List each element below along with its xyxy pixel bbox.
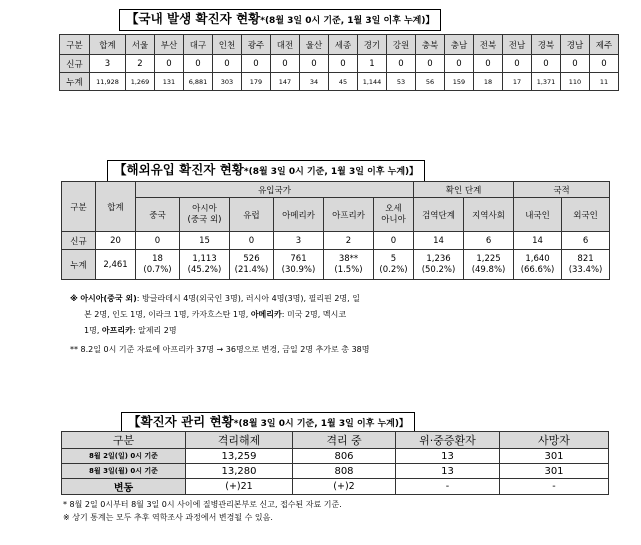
note-text: : 미국 2명, 멕시코 (281, 310, 347, 319)
cell: 0 (416, 55, 445, 73)
domestic-title (119, 9, 441, 31)
domestic-new-row (60, 55, 619, 73)
management-title-sub: *(8월 3일 0시 기준, 1월 3일 이후 누계)】 (233, 419, 408, 429)
cell (274, 250, 324, 280)
cell: 53 (387, 73, 416, 91)
cell: 303 (213, 73, 242, 91)
cell: 14 (414, 232, 464, 250)
cell: 56 (416, 73, 445, 91)
management-title-text: 【확진자 관리 현황 (128, 414, 234, 429)
header-cell: 경기 (358, 35, 387, 55)
cell-percent: (50.2%) (421, 264, 456, 275)
overseas-note-1 (70, 291, 360, 339)
header-cell (374, 198, 414, 232)
overseas-header-row-1 (62, 182, 610, 198)
cell: 6 (562, 232, 610, 250)
note-text: : 알제리 2명 (132, 326, 177, 335)
cell: 0 (213, 55, 242, 73)
cell: 13 (396, 464, 500, 479)
header-cell: 유럽 (230, 198, 274, 232)
domestic-total-row (60, 73, 619, 91)
header-cell: 충북 (416, 35, 445, 55)
cell: 13 (396, 449, 500, 464)
cell: 0 (329, 55, 358, 73)
cell: 0 (184, 55, 213, 73)
cell: 808 (293, 464, 396, 479)
cell: 110 (561, 73, 590, 91)
header-cell: 격리해제 (186, 432, 293, 449)
header-cell: 강원 (387, 35, 416, 55)
cell: 1 (358, 55, 387, 73)
header-cell: 구분 (62, 432, 186, 449)
note-text: 본 2명, 인도 1명, 이라크 1명, 카자흐스탄 1명, (84, 310, 249, 319)
cell: 6 (464, 232, 514, 250)
cell (180, 250, 230, 280)
cell: 0 (532, 55, 561, 73)
cell: 6,881 (184, 73, 213, 91)
cell (562, 250, 610, 280)
cell: 2 (126, 55, 155, 73)
header-line: 아시아 (192, 203, 217, 214)
header-cell: 합계 (96, 182, 136, 232)
cell (464, 250, 514, 280)
cell-percent: (1.5%) (334, 264, 363, 275)
header-cell: 구분 (62, 182, 96, 232)
cell-percent: (0.2%) (379, 264, 408, 275)
row-label: 누계 (60, 73, 90, 91)
header-cell: 광주 (242, 35, 271, 55)
management-header-row (62, 432, 609, 449)
cell: (+)2 (293, 479, 396, 495)
header-cell: 충남 (445, 35, 474, 55)
cell: 34 (300, 73, 329, 91)
cell: 0 (230, 232, 274, 250)
cell: 0 (561, 55, 590, 73)
cell: 1,371 (532, 73, 561, 91)
cell: 301 (500, 464, 609, 479)
cell-value: 1,236 (426, 253, 451, 264)
row-label: 누계 (62, 250, 96, 280)
cell: 18 (474, 73, 503, 91)
header-cell: 전남 (503, 35, 532, 55)
header-cell: 검역단계 (414, 198, 464, 232)
cell: 0 (590, 55, 619, 73)
header-cell: 외국인 (562, 198, 610, 232)
cell (374, 250, 414, 280)
cell: 11,928 (90, 73, 126, 91)
header-cell: 인천 (213, 35, 242, 55)
header-cell: 대구 (184, 35, 213, 55)
cell-value: 761 (290, 253, 307, 264)
header-cell: 아프리카 (324, 198, 374, 232)
header-line: (중국 외) (187, 214, 222, 225)
cell: 0 (374, 232, 414, 250)
cell: 0 (474, 55, 503, 73)
cell: 1,144 (358, 73, 387, 91)
cell: - (396, 479, 500, 495)
cell: 1,269 (126, 73, 155, 91)
header-cell: 제주 (590, 35, 619, 55)
cell: 0 (136, 232, 180, 250)
cell-value: 821 (577, 253, 594, 264)
cell: 13,280 (186, 464, 293, 479)
management-note-1: * 8월 2일 0시부터 8월 3일 0시 사이에 질병관리본부로 신고, 접수된 자료 기준. (63, 500, 342, 509)
note-text: 1명, (84, 326, 100, 335)
cell: 147 (271, 73, 300, 91)
header-cell: 격리 중 (293, 432, 396, 449)
cell (230, 250, 274, 280)
domestic-title-text: 【국내 발생 확진자 현황 (126, 11, 261, 26)
overseas-note-2: ** 8.2일 0시 기준 자료에 아프리카 37명 → 36명으로 변경, 금일 2명 추가로 총 38명 (70, 345, 370, 354)
header-cell: 서울 (126, 35, 155, 55)
header-cell: 울산 (300, 35, 329, 55)
overseas-header-row-2 (62, 198, 610, 232)
cell: 45 (329, 73, 358, 91)
cell-percent: (33.4%) (568, 264, 603, 275)
row-label: 8월 3일(월) 0시 기준 (62, 464, 186, 479)
cell-value: 5 (390, 253, 397, 264)
cell: 11 (590, 73, 619, 91)
cell: 20 (96, 232, 136, 250)
cell: 179 (242, 73, 271, 91)
cell: 3 (274, 232, 324, 250)
cell: 301 (500, 449, 609, 464)
header-cell: 지역사회 (464, 198, 514, 232)
cell-percent: (21.4%) (234, 264, 269, 275)
management-row (62, 464, 609, 479)
header-cell: 대전 (271, 35, 300, 55)
cell: 159 (445, 73, 474, 91)
management-table (61, 431, 609, 495)
overseas-total-row (62, 250, 610, 280)
cell: 0 (300, 55, 329, 73)
cell-percent: (49.8%) (471, 264, 506, 275)
header-cell: 중국 (136, 198, 180, 232)
header-cell: 경남 (561, 35, 590, 55)
header-cell: 전북 (474, 35, 503, 55)
domestic-header-row (60, 35, 619, 55)
header-cell: 유입국가 (136, 182, 414, 198)
cell: 14 (514, 232, 562, 250)
cell-value: 18 (152, 253, 163, 264)
overseas-new-row (62, 232, 610, 250)
cell: 13,259 (186, 449, 293, 464)
cell-percent: (30.9%) (281, 264, 316, 275)
row-label: 8월 2일(일) 0시 기준 (62, 449, 186, 464)
cell-percent: (66.6%) (520, 264, 555, 275)
note-key: 아프리카 (101, 326, 133, 335)
cell-value: 1,113 (192, 253, 217, 264)
cell-value: 526 (243, 253, 260, 264)
cell: 2 (324, 232, 374, 250)
cell: 131 (155, 73, 184, 91)
cell (324, 250, 374, 280)
header-cell: 국적 (514, 182, 610, 198)
header-cell: 경북 (532, 35, 561, 55)
cell-value: 1,225 (476, 253, 501, 264)
cell-value: 38** (338, 253, 359, 264)
cell (514, 250, 562, 280)
cell (136, 250, 180, 280)
note-line (70, 291, 360, 307)
header-line: 오세 (385, 203, 402, 214)
row-label: 신규 (62, 232, 96, 250)
header-cell: 합계 (90, 35, 126, 55)
row-label: 변동 (62, 479, 186, 495)
header-cell: 내국인 (514, 198, 562, 232)
management-row (62, 449, 609, 464)
header-cell: 확인 단계 (414, 182, 514, 198)
cell: 806 (293, 449, 396, 464)
header-cell: 세종 (329, 35, 358, 55)
overseas-table (61, 181, 610, 280)
header-cell: 아메리카 (274, 198, 324, 232)
note-key: 아시아(중국 외) (80, 294, 137, 303)
cell: 0 (445, 55, 474, 73)
note-mark: ※ (70, 294, 78, 303)
cell: (+)21 (186, 479, 293, 495)
cell-percent: (0.7%) (143, 264, 172, 275)
management-note-2: ※ 상기 통계는 모두 추후 역학조사 과정에서 변경될 수 있음. (63, 513, 273, 522)
header-cell: 사망자 (500, 432, 609, 449)
cell-percent: (45.2%) (187, 264, 222, 275)
header-cell: 위·중증환자 (396, 432, 500, 449)
header-line: 아니아 (381, 214, 406, 225)
note-text: : 방글라데시 4명(외국인 3명), 러시아 4명(3명), 필리핀 2명, 일 (136, 294, 360, 303)
row-label: 신규 (60, 55, 90, 73)
header-cell: 부산 (155, 35, 184, 55)
cell: - (500, 479, 609, 495)
overseas-title-sub: *(8월 3일 0시 기준, 1월 3일 이후 누계)】 (243, 167, 419, 177)
cell: 17 (503, 73, 532, 91)
domestic-table (59, 34, 619, 91)
domestic-title-sub: *(8월 3일 0시 기준, 1월 3일 이후 누계)】 (260, 16, 435, 26)
cell: 2,461 (96, 250, 136, 280)
cell: 0 (387, 55, 416, 73)
cell: 0 (242, 55, 271, 73)
management-row (62, 479, 609, 495)
cell: 0 (503, 55, 532, 73)
header-cell (180, 198, 230, 232)
cell: 0 (155, 55, 184, 73)
overseas-title (107, 160, 425, 182)
header-cell: 구분 (60, 35, 90, 55)
cell: 3 (90, 55, 126, 73)
note-line (70, 307, 360, 323)
cell: 15 (180, 232, 230, 250)
cell: 0 (271, 55, 300, 73)
overseas-title-text: 【해외유입 확진자 현황 (114, 162, 244, 177)
note-key: 아메리카 (250, 310, 282, 319)
cell (414, 250, 464, 280)
note-line (70, 323, 360, 339)
cell-value: 1,640 (525, 253, 550, 264)
